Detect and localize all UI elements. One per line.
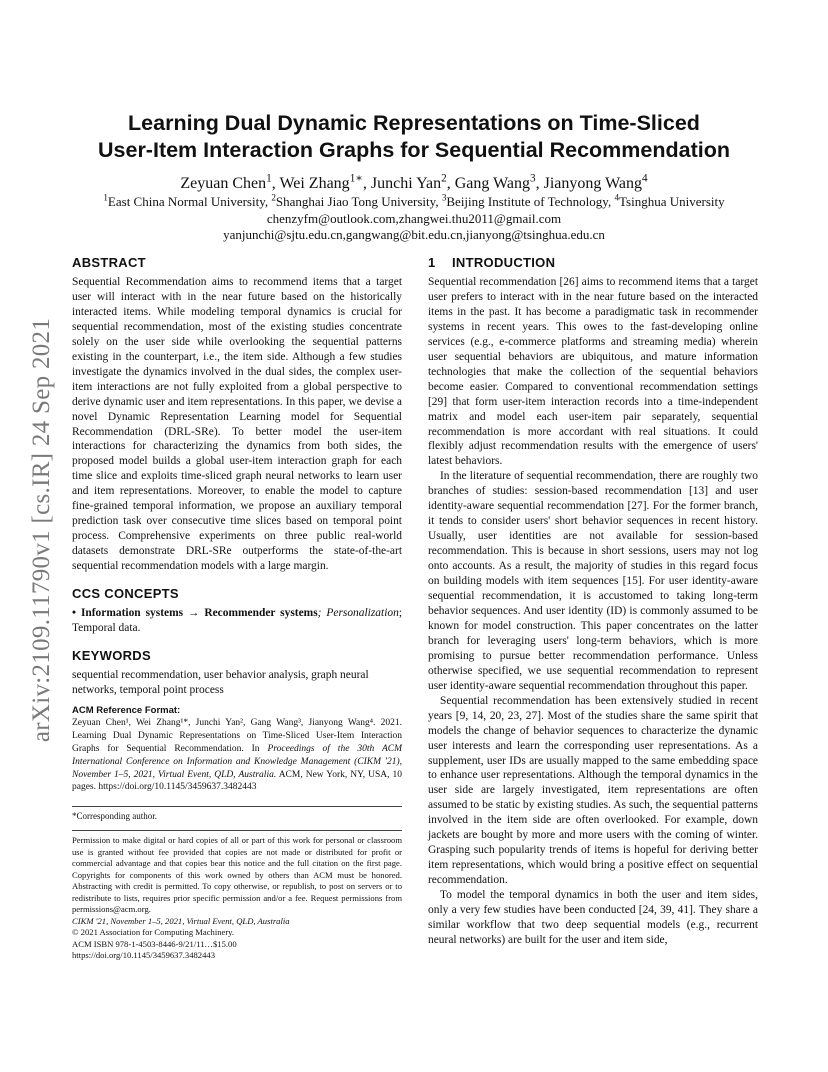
acm-reference	[72, 717, 402, 794]
permission-block	[72, 835, 402, 962]
intro-paragraph: To model the temporal dynamics in both the user and item sides, only a very few studies have been conducted [24, 39, 41]. They share a similar workflow that two deep sequential models (e.g., recurrent neural networks) are built for the user and item side,	[428, 889, 758, 946]
acm-reference-heading: ACM Reference Format:	[72, 704, 181, 716]
author-sup: 3	[530, 172, 536, 185]
introduction-heading	[428, 255, 758, 271]
author-name: Junchi Yan	[370, 175, 442, 192]
section-number: 1	[428, 255, 436, 270]
keywords-text: sequential recommendation, user behavior analysis, graph neural networks, temporal point process	[72, 668, 369, 696]
intro-paragraph: Sequential recommendation has been extensively studied in recent years [9, 14, 20, 23, 27]. Most of the studies share the same spirit that models the change of behavior sequences to characterize the dynamic user interests and learn the corresponding user representations. As a supplement, user IDs are usually mapped to the same embedding space to enhance user representations. Although the temporal dynamics in the user side are largely investigated, item representations are often assumed to be static by existing studies. As such, the sequential patterns involved in the item side are often overlooked. For example, down jackets are bought by more and more users with the coming of winter. Grasping such popularity trends of items is hopeful for deriving better item representations, which would bring a positive effect on sequential recommendation.	[428, 694, 758, 887]
ccs-concepts	[72, 606, 402, 636]
author-sup: 1∗	[349, 172, 363, 185]
author-sup: 1	[266, 172, 272, 185]
affiliations	[72, 194, 756, 244]
permission-venue-text: CIKM '21, November 1–5, 2021, Virtual Event, QLD, Australia	[72, 915, 290, 926]
acm-reference-authors: Zeyuan Chen¹, Wei Zhang¹*, Junchi Yan², Gang Wang³, Jianyong Wang⁴. 2021. Learning Dual Dynamic Representations on Time-Sliced User-Item Interaction Graphs for Sequential Recommendation. In	[72, 717, 402, 754]
email-line-1: chenzyfm@outlook.com,zhangwei.thu2011@gmail.com	[266, 210, 562, 226]
affiliation-name: Shanghai Jiao Tong University	[275, 194, 436, 209]
affiliation-line: $^1$East China Normal University, $^2$Shanghai Jiao Tong University, $^3$Beijing Institute of Technology, $^4$Tsinghua University	[103, 192, 725, 209]
arxiv-stamp-text: arXiv:2109.11790v1 [cs.IR] 24 Sep 2021	[28, 317, 55, 743]
author-name: Jianyong Wang	[543, 175, 643, 192]
author-name: Gang Wang	[454, 175, 531, 192]
title-line-1: Learning Dual Dynamic Representations on Time-Sliced	[128, 111, 700, 135]
ccs-concept-2: Recommender systems	[204, 607, 318, 620]
affiliation-sup: 4	[614, 192, 619, 203]
permission-venue	[72, 916, 402, 928]
footnote-rule	[72, 806, 402, 807]
permission-copyright: © 2021 Association for Computing Machinery.	[72, 927, 235, 938]
author-list: Zeyuan Chen$^1$, Wei Zhang$^{1∗}$, Junchi Yan$^2$, Gang Wang$^3$, Jianyong Wang$^4$	[180, 172, 648, 192]
right-column	[428, 255, 758, 948]
affiliation-name: East China Normal University	[107, 194, 265, 209]
affiliation-sup: 1	[103, 192, 108, 203]
author-sup: 2	[441, 172, 447, 185]
affiliation-sup: 3	[441, 192, 447, 203]
ccs-bullet: •	[72, 607, 77, 620]
ccs-concept-1: Information systems	[80, 607, 184, 620]
ccs-tail: ; Temporal data.	[72, 607, 403, 635]
ccs-heading: CCS CONCEPTS	[72, 586, 179, 602]
section-title: INTRODUCTION	[452, 255, 556, 270]
permission-isbn: ACM ISBN 978-1-4503-8446-9/21/11…$15.00	[72, 938, 237, 949]
affiliation-name: Tsinghua University	[619, 194, 725, 209]
permission-doi: https://doi.org/10.1145/3459637.3482443	[72, 950, 215, 961]
affiliation-sup: 2	[271, 192, 276, 203]
author-sup: 4	[642, 172, 648, 185]
intro-paragraph: Sequential recommendation [26] aims to recommend items that a target user prefers to interact with in the near future based on the interacted items in the past. It has become a paradigmatic task in recommender systems in recent years. This owes to the fast-developing online services (e.g., e-commerce platforms and streaming media) wherein user sequential behaviors are ubiquitous, and mature information technologies that make the collection of the sequential behaviors become easier. Compared to conventional recommendation settings [29] that form user-item interaction records into a time-independent matrix and model each user-item pair separately, sequential recommendation is more accordant with real situations. It could flexibly adjust recommendation results with the emergence of users' latest behaviors.	[428, 276, 758, 468]
left-column	[72, 255, 402, 962]
ccs-rest: ; Personalization	[317, 607, 399, 620]
affiliation-name: Beijing Institute of Technology	[446, 194, 608, 209]
abstract-text: Sequential Recommendation aims to recommend items that a target user will interact with in the near future based on the historically interacted items. While modeling temporal dynamics is crucial for sequential recommendation, most of the existing studies concentrate solely on the user side while overlooking the sequential patterns existing in the counterpart, i.e., the item side. Although a few studies investigate the dynamics involved in the dual sides, the complex user-item interactions are not fully exploited from a global perspective to derive dynamic user and item representations. In this paper, we devise a novel Dynamic Representation Learning model for Sequential Recommendation (DRL-SRe). To better model the user-item interactions for characterizing the dynamics from both sides, the proposed model builds a global user-item interaction graph for each time slice and exploits time-sliced graph neural networks to learn user and item representations. Moreover, to enable the model to capture fine-grained temporal information, we propose an auxiliary temporal prediction task over consecutive time slices based on temporal point process. Comprehensive experiments on three public real-world datasets demonstrate DRL-SRe outperforms the state-of-the-art sequential recommendation models with a large margin.	[72, 276, 402, 573]
intro-paragraph: In the literature of sequential recommendation, there are roughly two branches of studies: session-based recommendation [13] and user identity-aware sequential recommendation [27]. For the former branch, it tends to consider users' short behavior sequences in recent history. Usually, user identities are not available for session-based recommendation. This is because in short sessions, users may not log onto accounts. As a result, the majority of studies in this regard focus on building models with item sequences [15]. For user identity-aware sequential recommendation, it is accustomed to taking long-term behavior sequences. And user identity (ID) is commonly assumed to be known for model construction. This paper concentrates on the latter branch for leveraging users' long-term behaviors, which is more promising to pursue better recommendation performance. Unless otherwise specified, we use sequential recommendation to represent user identity-aware sequential recommendation throughout this paper.	[428, 470, 758, 692]
email-line-2: yanjunchi@sjtu.edu.cn,gangwang@bit.edu.cn,jianyong@tsinghua.edu.cn	[223, 227, 605, 242]
ccs-arrow: →	[183, 607, 205, 620]
author-name: Wei Zhang	[279, 175, 350, 192]
keywords-heading: KEYWORDS	[72, 647, 151, 663]
paper-title	[72, 110, 756, 164]
corresponding-author-note: *Corresponding author.	[72, 811, 157, 822]
permission-text: Permission to make digital or hard copies of all or part of this work for personal or classroom use is granted without fee provided that copies are not made or distributed for profit or commercial advantage and that copies bear this notice and the full citation on the first page. Copyrights for components of this work owned by others than ACM must be honored. Abstracting with credit is permitted. To copy otherwise, or republish, to post on servers or to redistribute to lists, requires prior specific permission and/or a fee. Request permissions from permissions@acm.org.	[72, 835, 402, 915]
permission-rule	[72, 830, 402, 831]
arxiv-stamp	[22, 300, 62, 760]
acm-reference-proceedings: Proceedings of the 30th ACM International Conference on Information and Knowledge Management (CIKM '21), November 1–5, 2021, Virtual Event, QLD, Australia.	[72, 743, 403, 780]
title-line-2: User-Item Interaction Graphs for Sequential Recommendation	[98, 138, 730, 162]
author-name: Zeyuan Chen	[180, 175, 267, 192]
acm-reference-tail: ACM, New York, NY, USA, 10 pages. https://doi.org/10.1145/3459637.3482443	[72, 769, 402, 793]
abstract-heading: ABSTRACT	[72, 255, 146, 270]
